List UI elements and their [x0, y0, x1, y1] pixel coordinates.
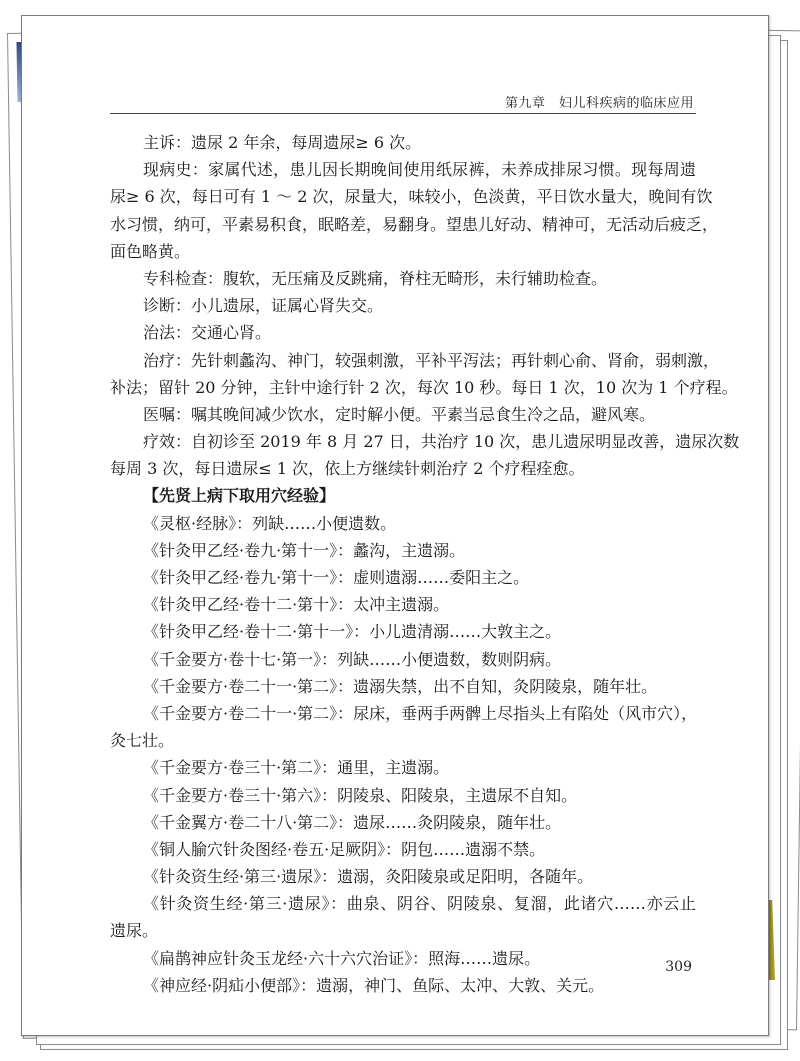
paragraph — [110, 537, 696, 564]
paragraph — [110, 510, 696, 537]
text-line: 《铜人腧穴针灸图经·卷五·足厥阴》：阴包……遗溺不禁。 — [143, 839, 546, 859]
page-number: 309 — [665, 959, 692, 975]
text-line: 《灵枢·经脉》：列缺……小便遗数。 — [143, 513, 397, 533]
paragraph — [110, 646, 696, 673]
text-line: 治疗：先针刺蠡沟、神门，较强刺激，平补平泻法；再针刺心俞、肾俞，弱刺激， — [143, 350, 720, 370]
text-line: 《千金要方·卷二十一·第二》：遗溺失禁，出不自知，灸阴陵泉，随年壮。 — [143, 676, 658, 696]
book-page — [21, 15, 769, 1036]
text-line: 《针灸资生经·第三·遗尿》：曲泉、阴谷、阴陵泉、复溜，此诸穴……亦云止 — [143, 894, 696, 914]
paragraph — [110, 156, 719, 265]
paragraph — [110, 700, 696, 754]
text-line: 专科检查：腹软，无压痛及反跳痛，脊柱无畸形，未行辅助检查。 — [143, 268, 608, 288]
paragraph — [110, 265, 696, 292]
paragraph — [110, 319, 696, 346]
paragraph — [110, 782, 696, 809]
paragraph — [110, 809, 696, 836]
paragraph — [110, 618, 696, 645]
text-line: 《千金要方·卷二十一·第二》：尿床，垂两手两髀上尽指头上有陷处（风市穴）， — [143, 703, 698, 723]
page-body — [110, 129, 740, 999]
paragraph — [110, 673, 696, 700]
text-line: 每周 3 次，每日遗尿≤ 1 次，依上方继续针刺治疗 2 个疗程痊愈。 — [110, 459, 585, 479]
text-line: 《千金翼方·卷二十八·第二》：遗尿……灸阴陵泉，随年壮。 — [143, 812, 562, 832]
text-line: 《扁鹊神应针灸玉龙经·六十六穴治证》：照海……遗尿。 — [143, 948, 541, 968]
paragraph — [110, 890, 696, 944]
text-line: 主诉：遗尿 2 年余，每周遗尿≥ 6 次。 — [143, 133, 422, 152]
text-line: 《神应经·阴疝小便部》：遗溺，神门、鱼际、太冲、大敦、关元。 — [143, 975, 605, 995]
paragraph — [110, 401, 696, 428]
text-line: 《千金要方·卷十七·第一》：列缺……小便遗数，数则阴病。 — [143, 649, 562, 669]
paragraph — [110, 945, 696, 972]
text-line: 面色略黄。 — [110, 241, 191, 261]
text-line: 《千金要方·卷三十·第二》：通里，主遗溺。 — [143, 758, 450, 778]
text-line: 《针灸甲乙经·卷十二·第十一》：小儿遗清溺……大敦主之。 — [143, 622, 562, 642]
text-line: 《针灸资生经·第三·遗尿》：遗溺，灸阳陵泉或足阳明，各随年。 — [143, 867, 594, 887]
section-heading — [110, 482, 696, 509]
text-line: 《千金要方·卷三十·第六》：阴陵泉、阳陵泉，主遗尿不自知。 — [143, 785, 578, 805]
paragraph — [110, 347, 738, 401]
text-line: 治法：交通心肾。 — [143, 323, 272, 343]
running-head: 第九章 妇儿科疾病的临床应用 — [504, 96, 694, 111]
paragraph — [110, 863, 696, 890]
paragraph — [110, 591, 696, 618]
text-line: 现病史：家属代述，患儿因长期晚间使用纸尿裤，未养成排尿习惯。现每周遗 — [143, 160, 696, 180]
text-line: 【先贤上病下取用穴经验】 — [143, 486, 336, 506]
text-line: 《针灸甲乙经·卷九·第十一》：蠡沟，主遗溺。 — [143, 540, 466, 560]
paragraph — [110, 292, 696, 319]
paragraph — [110, 564, 696, 591]
paragraph — [110, 754, 696, 781]
text-line: 医嘱：嘱其晚间减少饮水，定时解小便。平素当忌食生冷之品，避风寒。 — [143, 404, 656, 424]
text-line: 遗尿。 — [110, 921, 159, 941]
paragraph — [110, 972, 696, 999]
text-line: 《针灸甲乙经·卷九·第十一》：虚则遗溺……委阳主之。 — [143, 568, 530, 587]
paragraph — [110, 836, 696, 863]
text-line: 补法；留针 20 分钟，主针中途行针 2 次，每次 10 秒。每日 1 次，10 次为 1 个疗程。 — [110, 377, 738, 397]
text-line: 水习惯，纳可，平素易积食，眠略差，易翻身。望患儿好动、精神可，无活动后疲乏， — [110, 214, 719, 234]
paragraph — [110, 129, 696, 156]
text-line: 《针灸甲乙经·卷十二·第十》：太冲主遗溺。 — [143, 595, 450, 615]
header-rule — [110, 113, 696, 114]
text-line: 诊断：小儿遗尿，证属心肾失交。 — [143, 296, 384, 316]
paragraph — [110, 428, 740, 482]
text-line: 尿≥ 6 次，每日可有 1 ～ 2 次，尿量大，味较小，色淡黄，平日饮水量大，晚间有饮 — [110, 187, 713, 207]
text-line: 灸七壮。 — [110, 731, 175, 751]
text-line: 疗效：自初诊至 2019 年 8 月 27 日，共治疗 10 次，患儿遗尿明显改善，遗尿次数 — [143, 432, 740, 452]
